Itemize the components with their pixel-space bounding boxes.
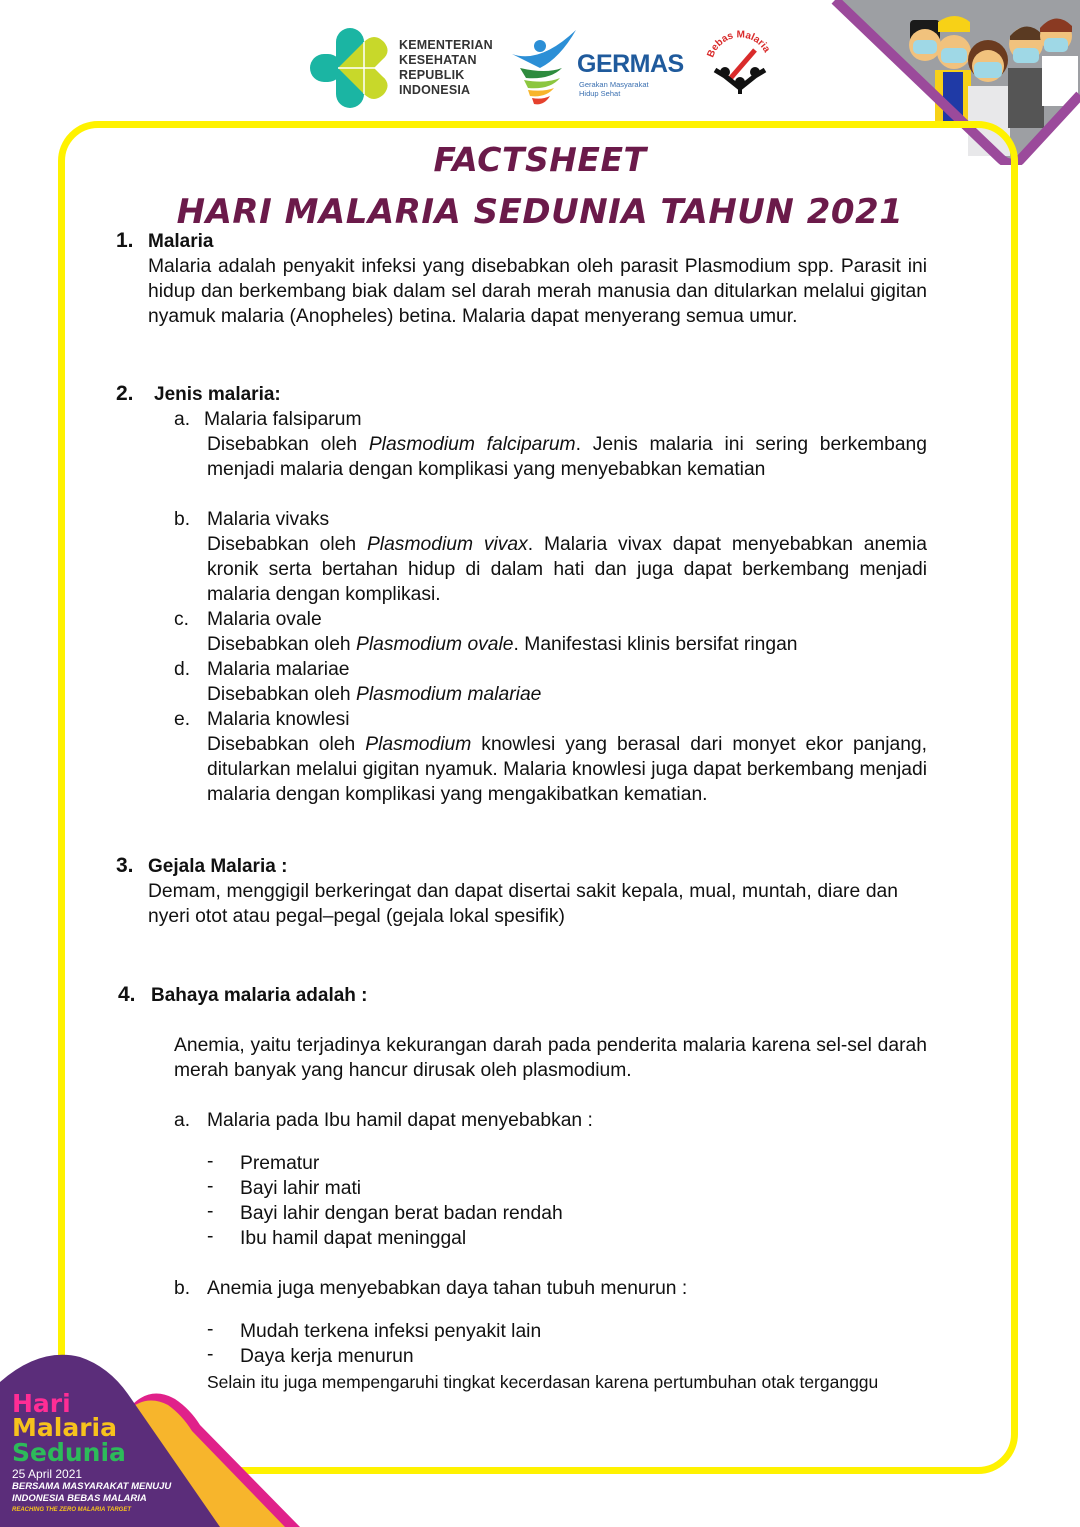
closing-text: Selain itu juga mempengaruhi tingkat kecerdasan karena pertumbuhan otak terganggu: [207, 1372, 879, 1392]
section-heading-gejala: Gejala Malaria :: [148, 856, 288, 877]
bullet-item: Bayi lahir dengan berat badan rendah: [240, 1203, 563, 1224]
section-number: 2.: [116, 382, 134, 405]
list-item-title: Malaria vivaks: [207, 509, 330, 530]
list-letter: a.: [174, 1110, 191, 1131]
section-text-bahaya-intro: Anemia, yaitu terjadinya kekurangan darah pada penderita malaria karena sel-sel darah merah banyak yang hancur dirusak oleh plasmodium.: [174, 1035, 927, 1081]
badge-tagline-3: REACHING THE ZERO MALARIA TARGET: [12, 1507, 131, 1513]
list-letter: d.: [174, 659, 191, 680]
list-item-title: Malaria knowlesi: [207, 709, 350, 730]
svg-text:Bebas Malaria: Bebas Malaria: [705, 29, 773, 60]
bullet-dash: -: [207, 1176, 214, 1197]
page-title: FACTSHEET: [433, 140, 647, 179]
list-letter: c.: [174, 609, 189, 630]
list-item-title: Malaria pada Ibu hamil dapat menyebabkan :: [207, 1110, 593, 1131]
bullet-item: Prematur: [240, 1153, 320, 1174]
list-item-title: Malaria ovale: [207, 609, 322, 630]
list-letter: b.: [174, 1278, 191, 1299]
section-number: 1.: [116, 229, 134, 252]
badge-tagline-1: BERSAMA MASYARAKAT MENUJU: [12, 1481, 172, 1492]
bullet-dash: -: [207, 1151, 214, 1172]
badge-title-malaria: Malaria: [12, 1413, 117, 1442]
germas-subtitle: Gerakan Masyarakat Hidup Sehat: [579, 80, 649, 98]
section-number: 4.: [118, 983, 136, 1006]
badge-date: 25 April 2021: [12, 1467, 83, 1481]
badge-title-hari: Hari: [12, 1389, 71, 1418]
kemenkes-logo-icon: [308, 28, 392, 108]
germas-title: GERMAS: [577, 50, 684, 78]
germas-logo-icon: [510, 28, 582, 106]
page-subtitle: HARI MALARIA SEDUNIA TAHUN 2021: [176, 192, 904, 232]
list-item-desc: Disebabkan oleh Plasmodium vivax. Malaria vivax dapat menyebabkan anemia kronik serta bertahan hidup di dalam hati dan juga dapat berkembang menjadi malaria dengan komplikasi.: [207, 534, 928, 605]
bebas-malaria-logo-icon: [705, 28, 775, 98]
section-number: 3.: [116, 854, 134, 877]
bullet-item: Ibu hamil dapat meninggal: [240, 1228, 467, 1249]
bullet-item: Mudah terkena infeksi penyakit lain: [240, 1321, 542, 1342]
section-heading-bahaya: Bahaya malaria adalah :: [151, 985, 368, 1006]
bullet-dash: -: [207, 1201, 214, 1222]
badge-title-sedunia: Sedunia: [12, 1438, 126, 1467]
section-text-malaria: Malaria adalah penyakit infeksi yang disebabkan oleh parasit Plasmodium spp. Parasit ini hidup dan berkembang biak dalam sel darah merah manusia dan ditularkan melalui gigitan nyamuk malaria (Anopheles) betina. Malaria dapat menyerang semua umur.: [148, 256, 927, 327]
list-letter: a.: [174, 409, 191, 430]
list-item-desc: Disebabkan oleh Plasmodium ovale. Manifestasi klinis bersifat ringan: [207, 634, 798, 655]
badge-tagline-2: INDONESIA BEBAS MALARIA: [12, 1493, 147, 1504]
list-item-title: Anemia juga menyebabkan daya tahan tubuh menurun :: [207, 1278, 688, 1299]
section-text-gejala: Demam, menggigil berkeringat dan dapat disertai sakit kepala, mual, muntah, diare dan nyeri otot atau pegal–pegal (gejala lokal spesifik): [148, 881, 898, 927]
list-letter: e.: [174, 709, 191, 730]
list-item-title: Malaria falsiparum: [204, 409, 362, 430]
bullet-item: Bayi lahir mati: [240, 1178, 362, 1199]
section-heading-malaria: Malaria: [148, 231, 214, 252]
kemenkes-name: KEMENTERIAN KESEHATAN REPUBLIK INDONESIA: [399, 38, 493, 97]
bullet-dash: -: [207, 1226, 214, 1247]
list-item-desc: Disebabkan oleh Plasmodium falciparum. Jenis malaria ini sering berkembang menjadi malaria dengan komplikasi yang menyebabkan kematian: [207, 434, 927, 480]
list-item-desc: Disebabkan oleh Plasmodium knowlesi yang berasal dari monyet ekor panjang, ditularkan melalui gigitan nyamuk. Malaria knowlesi juga dapat berkembang menjadi malaria dengan komplikasi yang mengakibatkan kematian.: [207, 734, 928, 805]
section-heading-jenis: Jenis malaria:: [154, 384, 281, 405]
list-item-title: Malaria malariae: [207, 659, 350, 680]
bullet-dash: -: [207, 1344, 214, 1365]
bullet-item: Daya kerja menurun: [240, 1346, 414, 1367]
list-item-desc: Disebabkan oleh Plasmodium malariae: [207, 684, 542, 705]
list-letter: b.: [174, 509, 191, 530]
bullet-dash: -: [207, 1319, 214, 1340]
